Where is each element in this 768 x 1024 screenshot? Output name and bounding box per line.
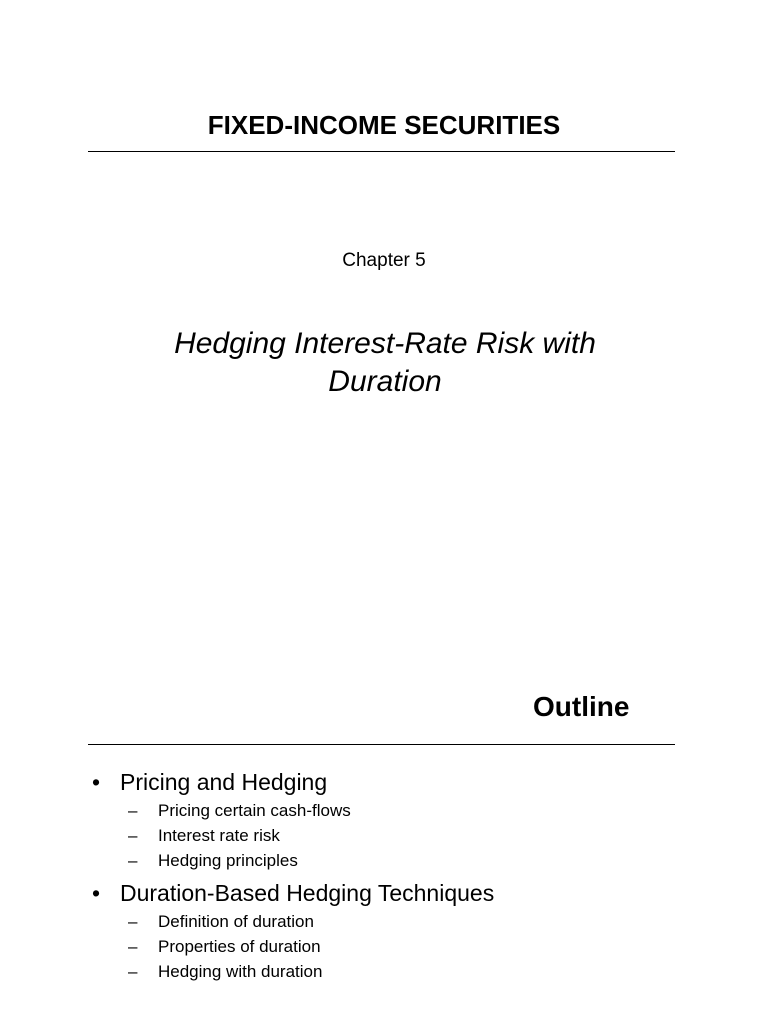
outline-sub-item-label: Interest rate risk xyxy=(158,826,280,845)
outline-divider xyxy=(88,744,675,745)
outline-sub-item xyxy=(128,848,712,873)
chapter-subtitle: Hedging Interest-Rate Risk with Duration xyxy=(174,327,596,398)
dash-icon: – xyxy=(128,801,138,820)
title-divider xyxy=(88,151,675,152)
outline-sub-item-label: Definition of duration xyxy=(158,912,314,931)
bullet-icon: • xyxy=(92,880,101,906)
outline-sub-item xyxy=(128,959,712,984)
dash-icon: – xyxy=(128,912,138,931)
outline-section xyxy=(92,766,712,873)
outline-list xyxy=(92,766,712,988)
outline-sub-list xyxy=(120,798,712,873)
outline-sub-list xyxy=(120,909,712,984)
outline-sub-item-label: Properties of duration xyxy=(158,937,321,956)
dash-icon: – xyxy=(128,962,138,981)
outline-sub-item-label: Pricing certain cash-flows xyxy=(158,801,351,820)
outline-section-label: Pricing and Hedging xyxy=(120,769,328,795)
dash-icon: – xyxy=(128,937,138,956)
outline-sub-item xyxy=(128,798,712,823)
outline-section xyxy=(92,877,712,984)
outline-sub-item-label: Hedging principles xyxy=(158,851,298,870)
outline-sub-item xyxy=(128,934,712,959)
outline-section-label: Duration-Based Hedging Techniques xyxy=(120,880,495,906)
slide-title: FIXED-INCOME SECURITIES xyxy=(207,110,561,140)
bullet-icon: • xyxy=(92,769,101,795)
outline-sub-item xyxy=(128,909,712,934)
dash-icon: – xyxy=(128,851,138,870)
dash-icon: – xyxy=(128,826,138,845)
outline-sub-item xyxy=(128,823,712,848)
outline-sub-item-label: Hedging with duration xyxy=(158,962,323,981)
outline-title: Outline xyxy=(533,691,630,722)
chapter-label: Chapter 5 xyxy=(342,250,426,271)
